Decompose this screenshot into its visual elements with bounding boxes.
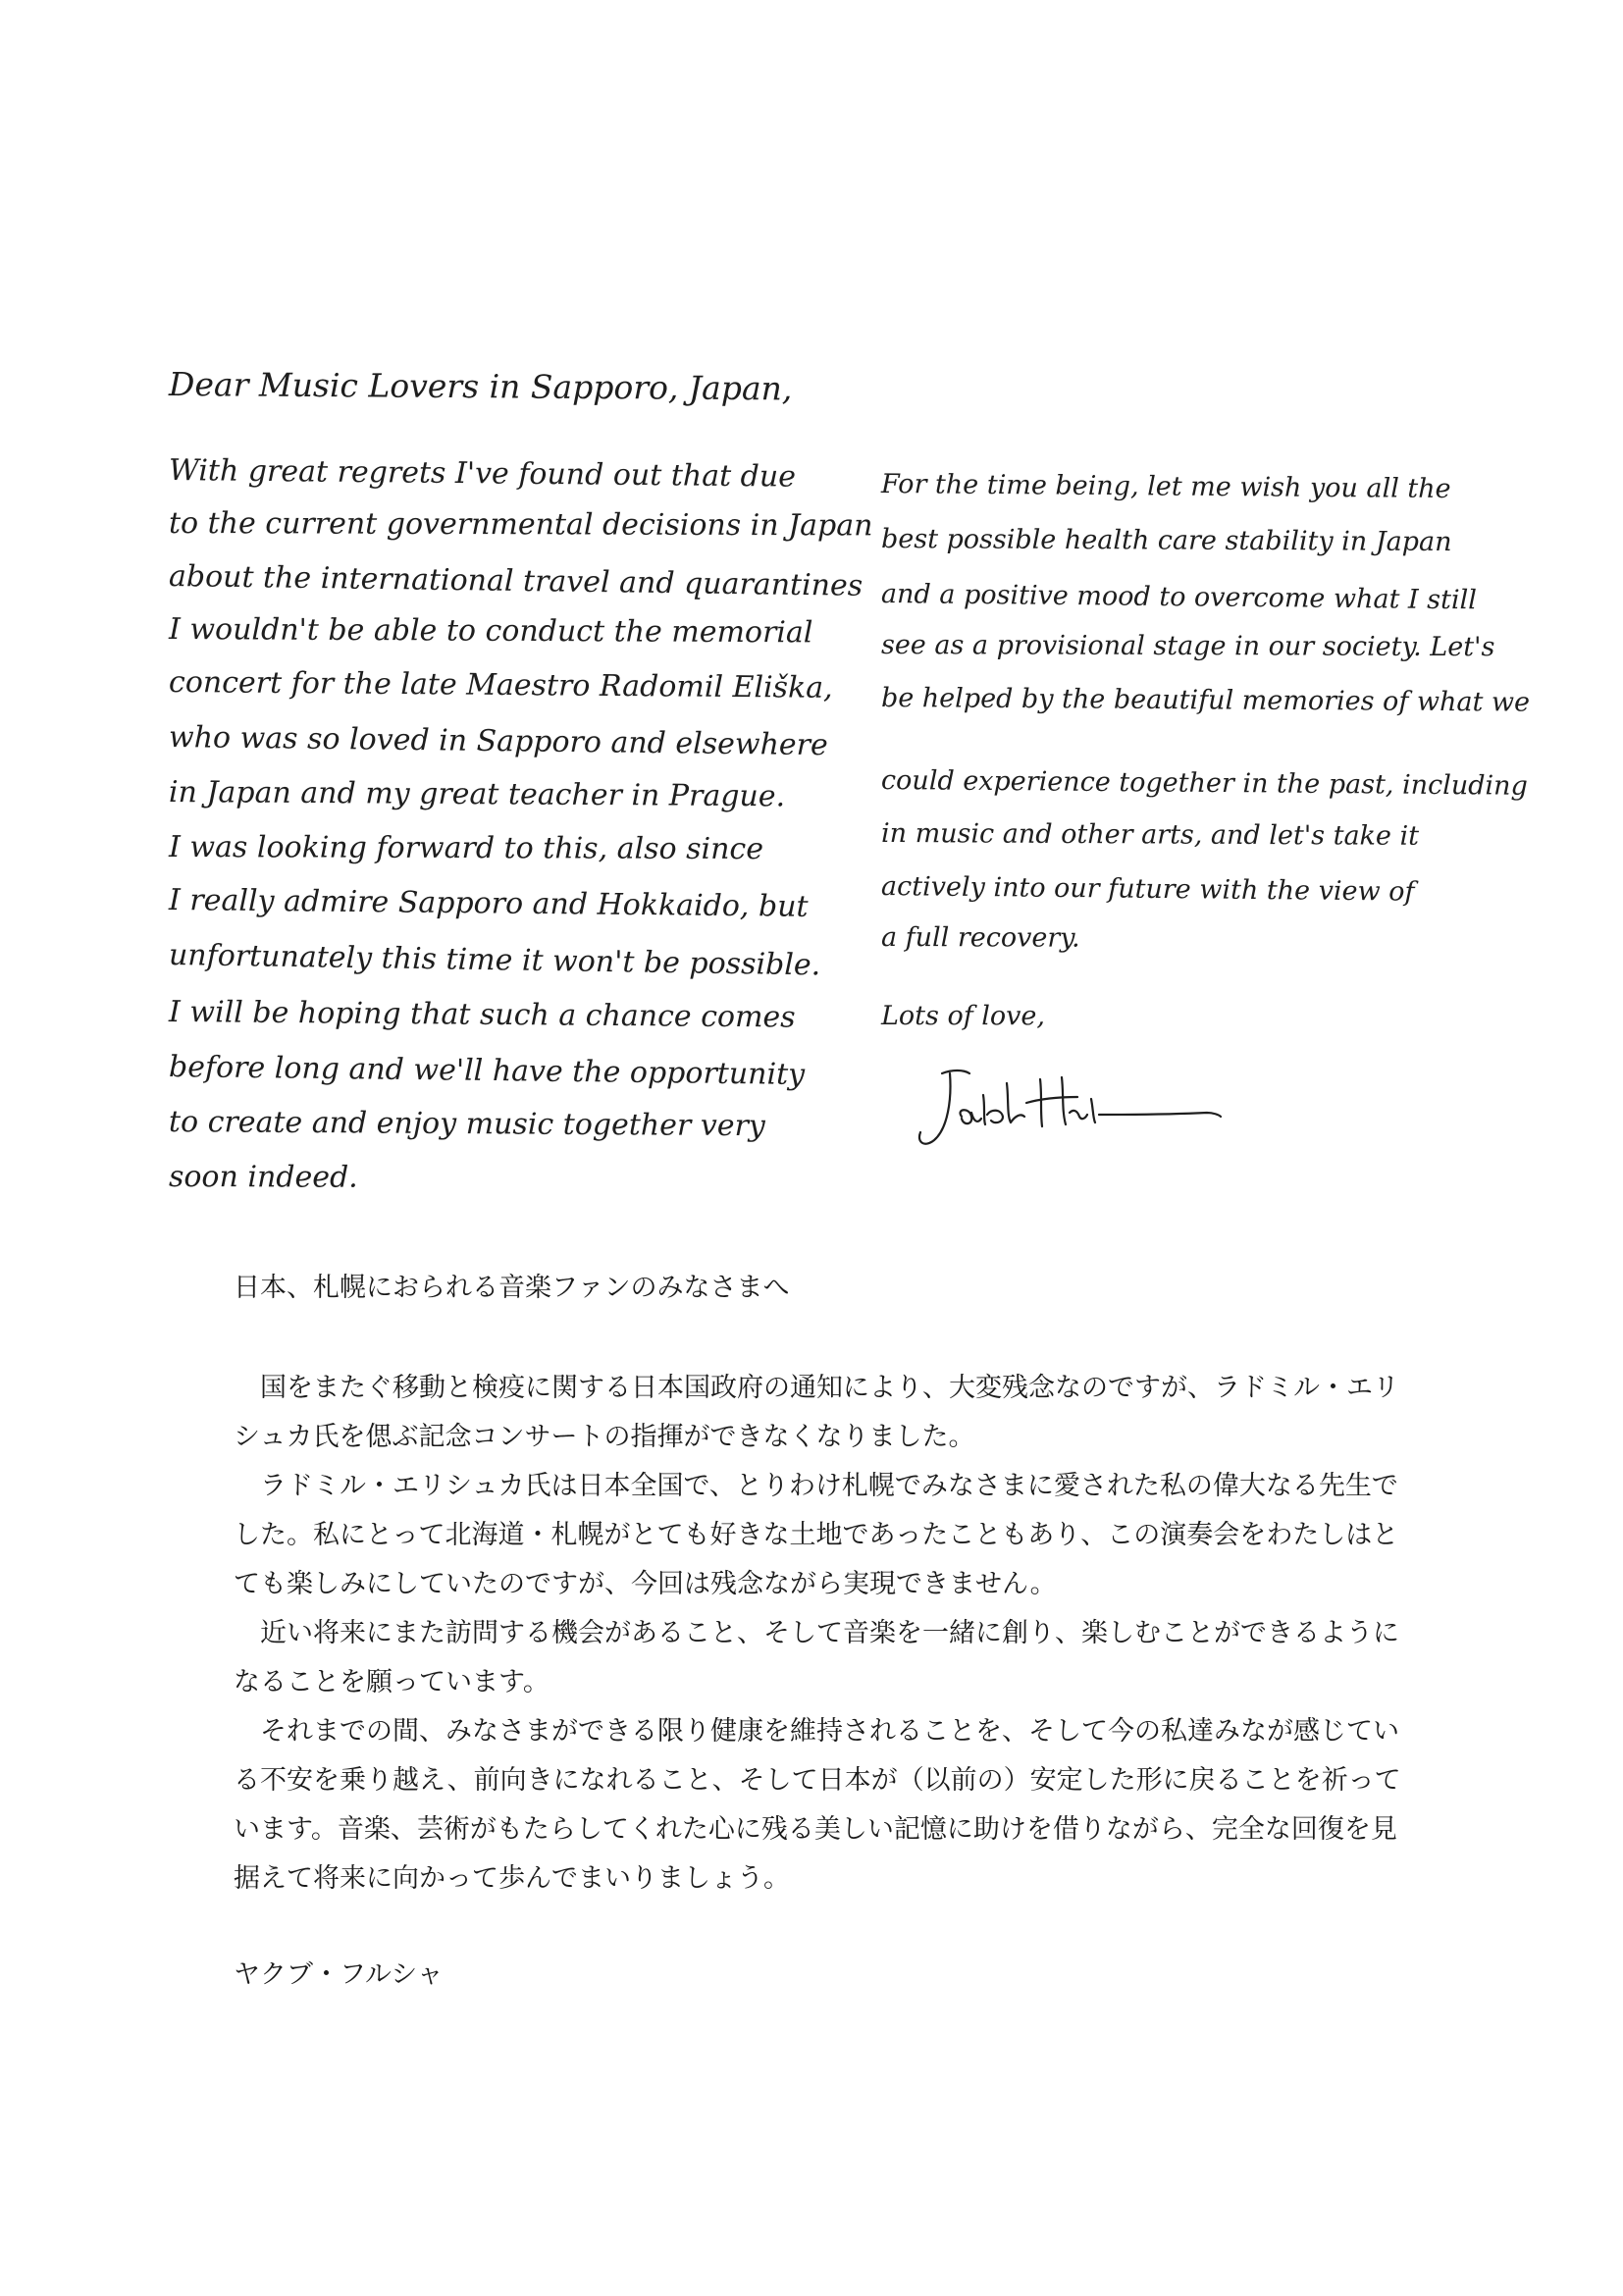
japanese-paragraph: ラドミル・エリシュカ氏は日本全国で、とりわけ札幌でみなさまに愛された私の偉大なる先生でした。私にとって北海道・札幌がとても好きな土地であったこともあり、この演奏会をわたしはとても楽しみにしていたのですが、今回は残念ながら実現できません。 [234,1471,1399,1599]
japanese-signature: ヤクブ・フルシャ [234,1959,444,1990]
handwritten-line: a full recovery. [880,922,1080,954]
handwritten-line: could experience together in the past, including [880,765,1528,802]
handwritten-signature [913,1060,1227,1168]
handwritten-line: in Japan and my great teacher in Prague. [168,775,786,814]
salutation-line: Dear Music Lovers in Sapporo, Japan, [168,365,793,408]
handwritten-left-column [168,451,873,1195]
handwritten-closing: Lots of love, [880,1001,1046,1032]
handwritten-line: best possible health care stability in Japan [880,524,1452,558]
handwritten-line: For the time being, let me wish you all the [880,469,1451,505]
handwritten-line: to create and enjoy music together very [168,1105,765,1144]
handwritten-line: be helped by the beautiful memories of what we [880,683,1531,718]
japanese-paragraph: それまでの間、みなさまができる限り健康を維持されることを、そして今の私達みなが感じている不安を乗り越え、前向きになれること、そして日本が（以前の）安定した形に戻ることを祈っています。音楽、芸術がもたらしてくれた心に残る美しい記憶に助けを借りながら、完全な回復を見据えて将来に向かって歩んでまいりましょう。 [234,1716,1401,1894]
handwritten-line: to the current governmental decisions in Japan [168,506,873,544]
handwritten-line: I will be hoping that such a chance comes [168,995,796,1035]
handwritten-line: concert for the late Maestro Radomil Eliška, [168,665,833,705]
japanese-paragraph: 国をまたぐ移動と検疫に関する日本国政府の通知により、大変残念なのですが、ラドミル・エリシュカ氏を偲ぶ記念コンサートの指揮ができなくなりました。 [234,1373,1399,1452]
japanese-paragraph: 近い将来にまた訪問する機会があること、そして音楽を一緒に創り、楽しむことができるようになることを願っています。 [234,1618,1399,1697]
handwritten-line: With great regrets I've found out that due [168,453,797,495]
handwritten-line: I was looking forward to this, also since [168,830,764,867]
japanese-body [234,1364,1401,1904]
handwritten-line: soon indeed. [168,1160,358,1195]
handwritten-line: I wouldn't be able to conduct the memorial [168,612,813,651]
japanese-salutation: 日本、札幌におられる音楽ファンのみなさまへ [234,1273,790,1303]
handwritten-line: about the international travel and quarantines [168,559,864,603]
signature-text: Jakub Hrůša [913,1158,975,1168]
handwritten-line: actively into our future with the view of [880,871,1415,908]
handwritten-line: I really admire Sapporo and Hokkaido, but [168,883,809,924]
handwritten-line: unfortunately this time it won't be possible. [168,938,821,983]
handwritten-line: before long and we'll have the opportunity [168,1050,806,1092]
handwritten-line: see as a provisional stage in our society. Let's [880,630,1495,663]
handwritten-line: in music and other arts, and let's take it [880,818,1420,852]
handwritten-line: who was so loved in Sapporo and elsewhere [168,720,828,763]
handwritten-line: and a positive mood to overcome what I still [880,579,1477,616]
